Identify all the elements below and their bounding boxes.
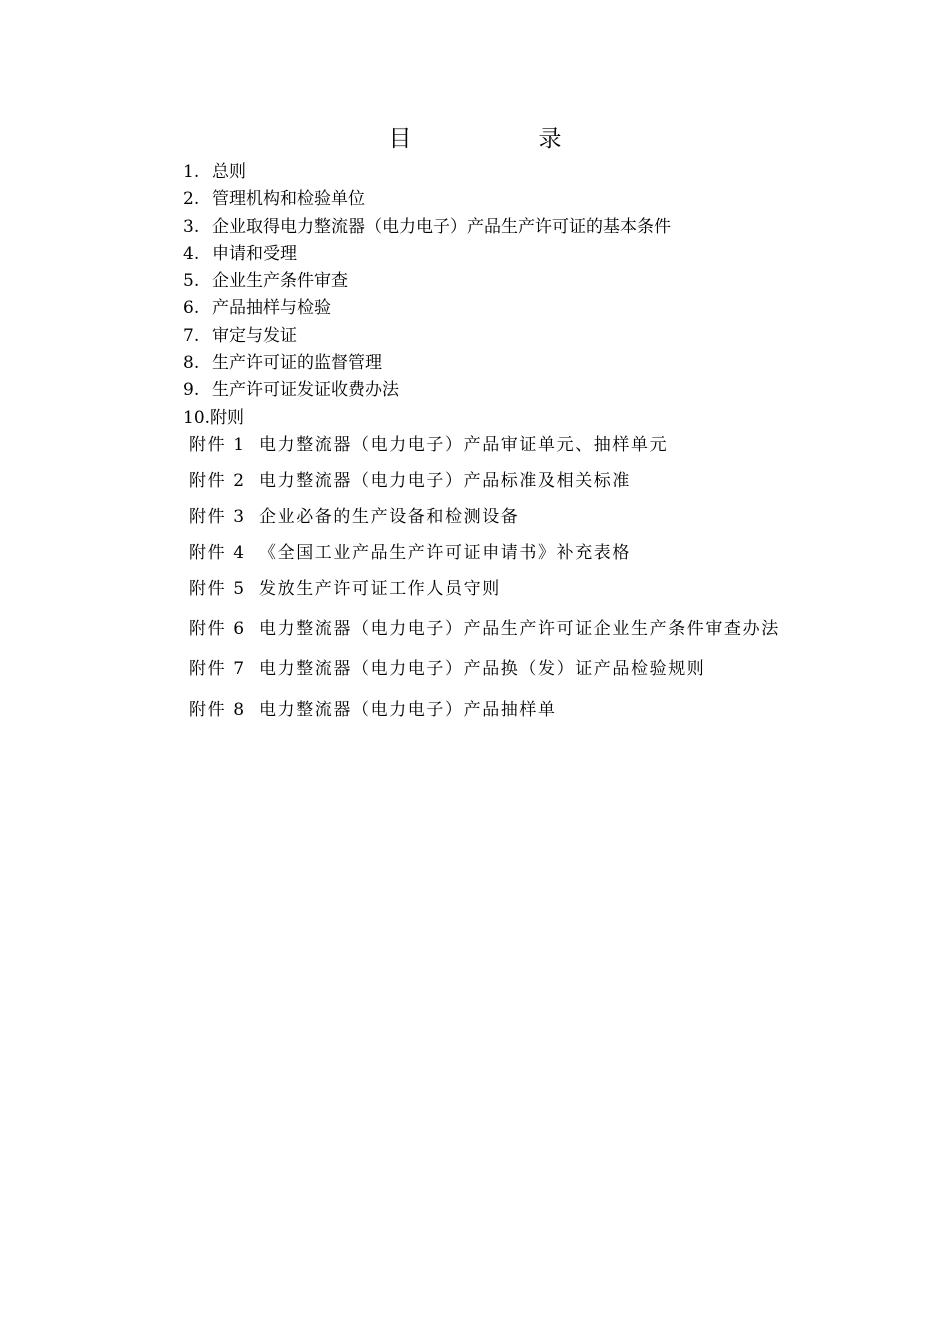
appendix-title: 《全国工业产品生产许可证申请书》补充表格 xyxy=(259,543,631,563)
appendix-item xyxy=(189,577,501,601)
appendix-title: 电力整流器（电力电子）产品审证单元、抽样单元 xyxy=(259,435,669,455)
chapter-item xyxy=(183,214,671,241)
chapter-title: 申请和受理 xyxy=(212,243,297,264)
chapter-number: 9. xyxy=(183,380,200,401)
appendix-title: 发放生产许可证工作人员守则 xyxy=(259,579,501,599)
chapter-number: 8. xyxy=(183,353,200,374)
appendix-label: 附件 3 xyxy=(189,507,246,527)
page-title: 目 录 xyxy=(388,126,614,152)
chapter-number: 10. xyxy=(183,407,211,428)
appendix-item xyxy=(189,469,631,493)
chapter-item xyxy=(183,377,671,404)
chapter-item xyxy=(183,268,671,295)
chapter-title: 审定与发证 xyxy=(212,325,297,346)
chapter-number: 4. xyxy=(183,243,200,264)
chapter-title: 企业取得电力整流器（电力电子）产品生产许可证的基本条件 xyxy=(212,216,671,237)
chapter-item xyxy=(183,241,671,268)
appendix-item xyxy=(189,433,668,457)
chapter-title: 企业生产条件审查 xyxy=(212,271,348,292)
chapter-number: 2. xyxy=(183,189,200,210)
appendix-title: 电力整流器（电力电子）产品抽样单 xyxy=(259,700,557,720)
chapter-title: 生产许可证的监督管理 xyxy=(212,353,382,374)
appendix-label: 附件 6 xyxy=(189,619,246,639)
chapter-list xyxy=(183,159,671,432)
appendix-item xyxy=(189,657,705,681)
appendix-label: 附件 7 xyxy=(189,659,246,679)
chapter-item xyxy=(183,323,671,350)
appendix-label: 附件 2 xyxy=(189,471,246,491)
appendix-title: 电力整流器（电力电子）产品换（发）证产品检验规则 xyxy=(259,659,706,679)
chapter-title: 生产许可证发证收费办法 xyxy=(212,380,399,401)
chapter-number: 7. xyxy=(183,325,200,346)
appendix-label: 附件 4 xyxy=(189,543,246,563)
appendix-item xyxy=(189,505,519,529)
chapter-number: 3. xyxy=(183,216,200,237)
chapter-item xyxy=(183,186,671,213)
chapter-title: 附则 xyxy=(210,407,245,428)
appendix-title: 电力整流器（电力电子）产品生产许可证企业生产条件审查办法 xyxy=(259,619,780,639)
chapter-item xyxy=(183,350,671,377)
appendix-item xyxy=(189,541,631,565)
appendix-label: 附件 5 xyxy=(189,579,246,599)
appendix-title: 电力整流器（电力电子）产品标准及相关标准 xyxy=(259,471,631,491)
appendix-item xyxy=(189,698,557,722)
appendix-item xyxy=(189,617,780,641)
chapter-number: 6. xyxy=(183,298,200,319)
chapter-title: 产品抽样与检验 xyxy=(212,298,331,319)
chapter-item xyxy=(183,295,671,322)
chapter-number: 1. xyxy=(183,162,200,182)
appendix-title: 企业必备的生产设备和检测设备 xyxy=(259,507,520,527)
chapter-title: 管理机构和检验单位 xyxy=(212,189,365,210)
appendix-label: 附件 1 xyxy=(189,435,246,455)
chapter-title: 总则 xyxy=(212,162,246,182)
chapter-item xyxy=(183,405,671,432)
chapter-number: 5. xyxy=(183,271,200,292)
chapter-item xyxy=(183,159,671,186)
appendix-label: 附件 8 xyxy=(189,700,246,720)
